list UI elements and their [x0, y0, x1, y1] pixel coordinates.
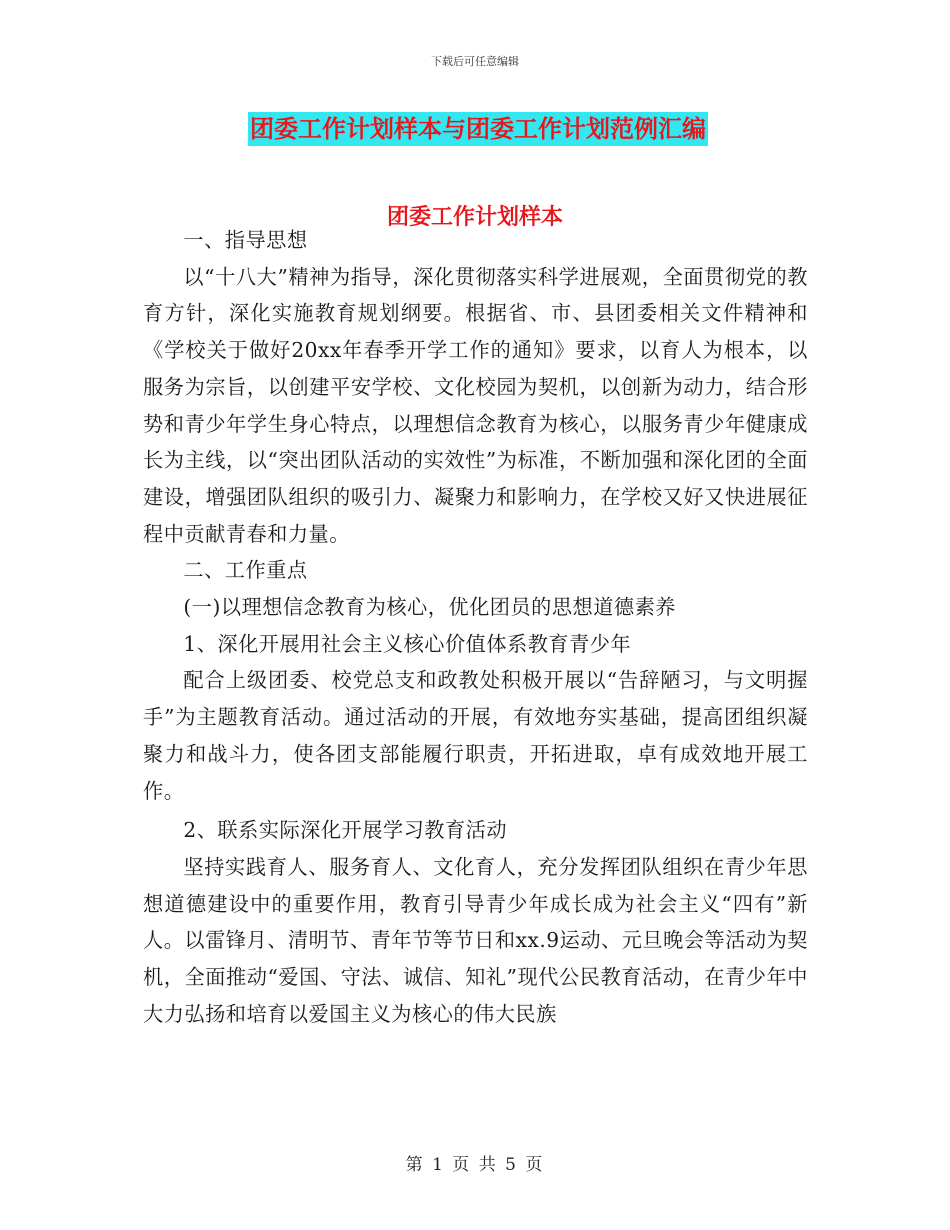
paragraph-item-1: 配合上级团委、校党总支和政教处积极开展以“告辞陋习，与文明握手”为主题教育活动。通过活动的开展，有效地夯实基础，提高团组织凝聚力和战斗力，使各团支部能履行职责，开拓进取，卓有成效地开展工作。: [143, 668, 808, 803]
document-main-title: 团委工作计划样本与团委工作计划范例汇编: [248, 112, 708, 146]
heading-work-focus: 二、工作重点: [183, 558, 308, 583]
document-body: [143, 222, 808, 1032]
paragraph-item-2: 坚持实践育人、服务育人、文化育人，充分发挥团队组织在青少年思想道德建设中的重要作用，教育引导青少年成长成为社会主义“四有”新人。以雷锋月、清明节、青年节等节日和xx.9运动、元旦晚会等活动为契机，全面推动“爱国、守法、诚信、知礼”现代公民教育活动，在青少年中大力弘扬和培育以爱国主义为核心的伟大民族: [143, 854, 808, 1026]
page-footer: 第 1 页 共 5 页: [405, 1155, 545, 1175]
section-title: 团委工作计划样本: [386, 205, 563, 230]
paragraph-guiding-ideology: 以“十八大”精神为指导，深化贯彻落实科学进展观，全面贯彻党的教育方针，深化实施教育规划纲要。根据省、市、县团委相关文件精神和《学校关于做好20xx年春季开学工作的通知》要求，以育人为根本，以服务为宗旨，以创建平安学校、文化校园为契机，以创新为动力，结合形势和青少年学生身心特点，以理想信念教育为核心，以服务青少年健康成长为主线，以“突出团队活动的实效性”为标准，不断加强和深化团的全面建设，增强团队组织的吸引力、凝聚力和影响力，在学校又好又快进展征程中贡献青春和力量。: [143, 264, 808, 546]
subheading-ideals: (一)以理想信念教育为核心，优化团员的思想道德素养: [183, 595, 676, 620]
item-heading-1: 1、深化开展用社会主义核心价值体系教育青少年: [183, 631, 632, 656]
item-heading-2: 2、联系实际深化开展学习教育活动: [183, 818, 508, 843]
heading-guiding-ideology: 一、指导思想: [183, 228, 308, 252]
page-header-note: 下载后可任意编辑: [431, 55, 519, 68]
